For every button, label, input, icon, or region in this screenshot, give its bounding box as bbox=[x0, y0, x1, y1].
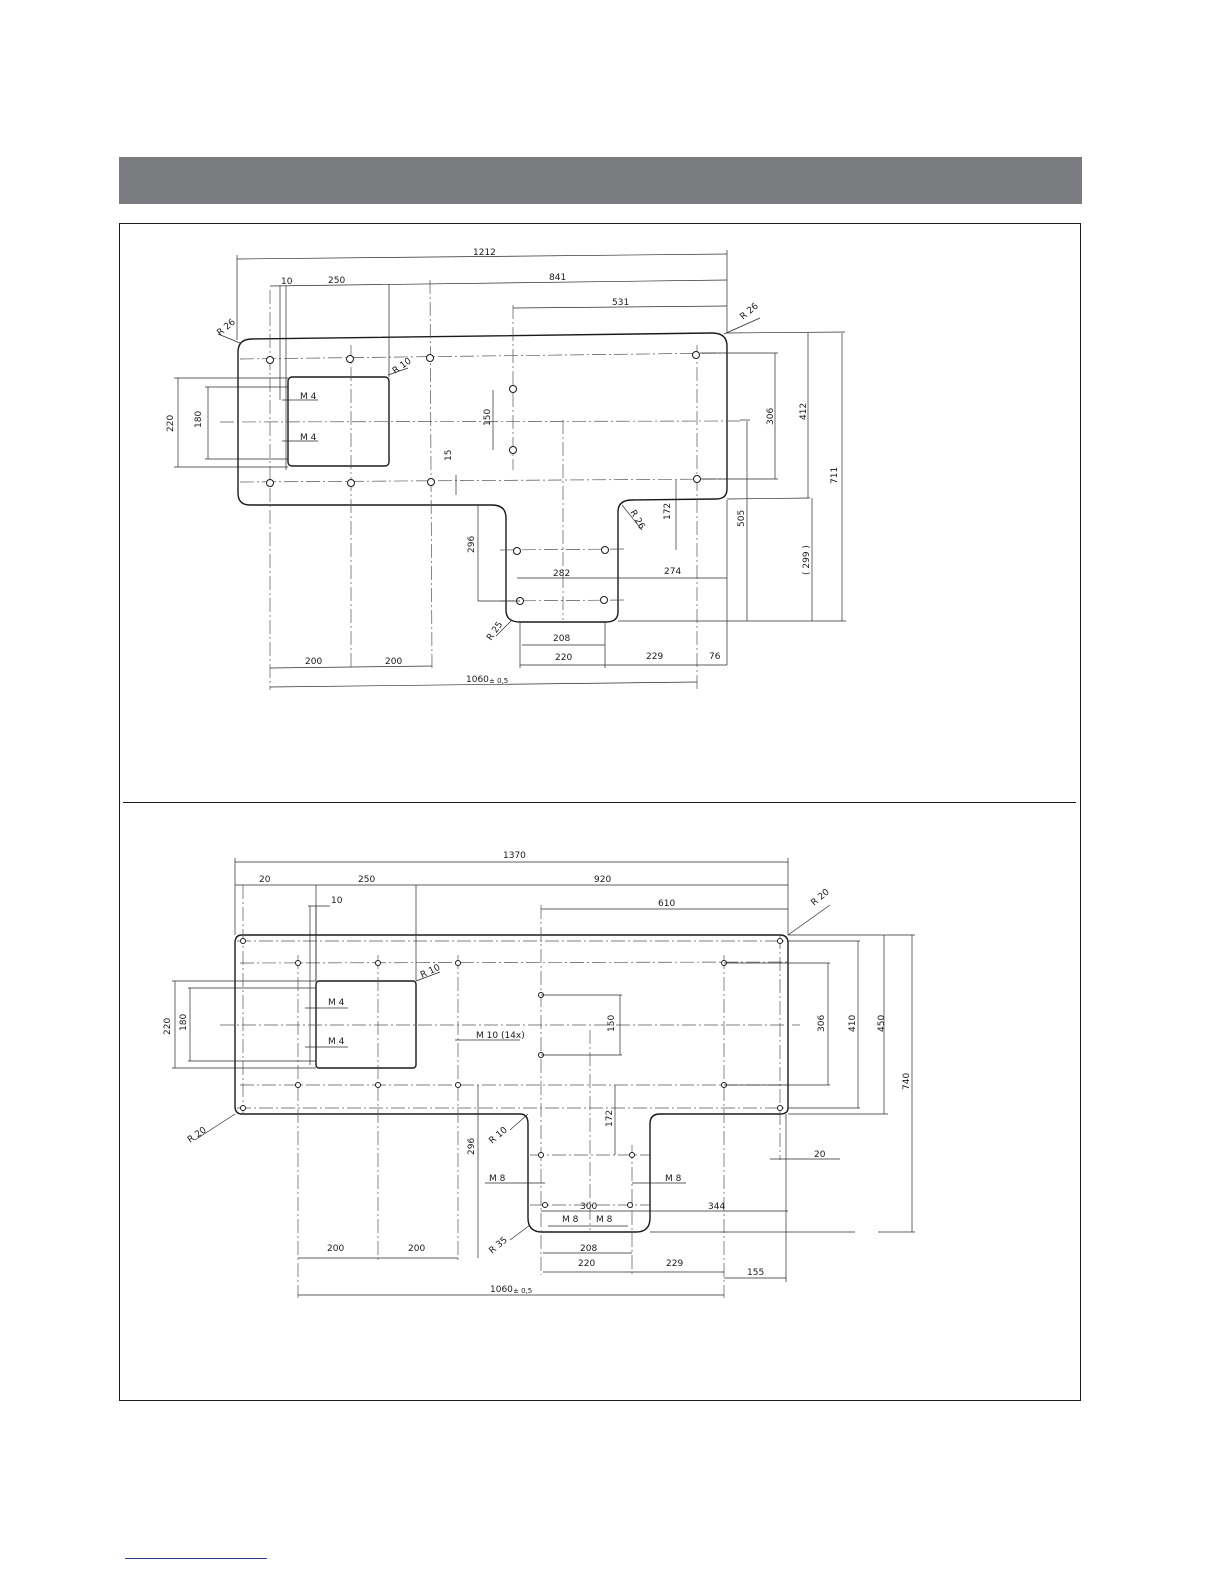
centerline bbox=[430, 280, 432, 668]
dim-296: 296 bbox=[467, 1137, 477, 1155]
dim-172: 172 bbox=[663, 502, 673, 520]
dim-m8-d: M 8 bbox=[596, 1215, 613, 1225]
mounting-hole bbox=[602, 547, 609, 554]
dim-m4-b: M 4 bbox=[300, 433, 317, 443]
dim-610: 610 bbox=[658, 899, 676, 909]
mounting-hole bbox=[347, 356, 354, 363]
dim-220-bottom: 220 bbox=[578, 1259, 596, 1269]
centerline bbox=[240, 479, 725, 482]
dim-208: 208 bbox=[553, 634, 571, 644]
dim-250: 250 bbox=[358, 875, 376, 885]
dim-841: 841 bbox=[549, 273, 567, 283]
dim-10: 10 bbox=[281, 277, 293, 287]
dim-r26-top-left: R 26 bbox=[215, 317, 238, 339]
dim-229: 229 bbox=[666, 1259, 684, 1269]
mounting-hole bbox=[456, 961, 461, 966]
dim-344: 344 bbox=[708, 1202, 726, 1212]
dim-r20-bottom-left: R 20 bbox=[185, 1125, 209, 1146]
dim-10: 10 bbox=[331, 896, 343, 906]
dim-296: 296 bbox=[467, 535, 477, 553]
mounting-hole bbox=[376, 1083, 381, 1088]
dim-20-b: 20 bbox=[814, 1150, 826, 1160]
dim-r35: R 35 bbox=[487, 1235, 510, 1257]
dim-282: 282 bbox=[553, 569, 571, 579]
dim-306: 306 bbox=[817, 1014, 827, 1032]
dim-m10: M 10 (14x) bbox=[476, 1031, 525, 1041]
dim-tolerance: ± 0,5 bbox=[513, 1287, 533, 1295]
dim-r10: R 10 bbox=[390, 356, 414, 377]
dim-208: 208 bbox=[580, 1244, 598, 1254]
dim-200-a: 200 bbox=[305, 657, 323, 667]
dim-20: 20 bbox=[259, 875, 271, 885]
dim-711: 711 bbox=[830, 466, 840, 484]
mounting-hole bbox=[778, 1106, 783, 1111]
dim-150: 150 bbox=[483, 408, 493, 426]
mounting-hole bbox=[510, 386, 517, 393]
dim-m4-a: M 4 bbox=[300, 392, 317, 402]
mounting-hole bbox=[778, 939, 783, 944]
dim-220: 220 bbox=[163, 1017, 173, 1035]
centerline bbox=[240, 353, 725, 359]
mounting-hole bbox=[543, 1203, 548, 1208]
drawing-top bbox=[166, 248, 846, 690]
mounting-hole bbox=[428, 479, 435, 486]
mounting-hole bbox=[628, 1203, 633, 1208]
mounting-hole bbox=[514, 548, 521, 555]
dim-150: 150 bbox=[607, 1014, 617, 1032]
dim-15: 15 bbox=[444, 449, 454, 461]
dim-306: 306 bbox=[766, 407, 776, 425]
dim-229: 229 bbox=[646, 652, 664, 662]
dim-180: 180 bbox=[179, 1013, 189, 1031]
dim-250: 250 bbox=[328, 276, 346, 286]
mounting-hole bbox=[539, 1153, 544, 1158]
mounting-hole bbox=[348, 480, 355, 487]
dim-220: 220 bbox=[166, 414, 176, 432]
dim-76: 76 bbox=[709, 652, 721, 662]
dim-1060: 1060 bbox=[490, 1285, 513, 1295]
dim-m8-a: M 8 bbox=[489, 1174, 506, 1184]
dim-172: 172 bbox=[605, 1109, 615, 1127]
dim-299: ( 299 ) bbox=[802, 545, 812, 575]
dim-200-b: 200 bbox=[385, 657, 403, 667]
cutout-2 bbox=[316, 981, 416, 1068]
mounting-hole bbox=[267, 480, 274, 487]
dimension-lines bbox=[172, 858, 915, 1295]
mounting-hole bbox=[296, 1083, 301, 1088]
dim-m4-a: M 4 bbox=[328, 998, 345, 1008]
mounting-hole bbox=[456, 1083, 461, 1088]
centerline bbox=[220, 421, 740, 422]
dim-180: 180 bbox=[194, 410, 204, 428]
mounting-hole bbox=[427, 355, 434, 362]
dim-920: 920 bbox=[594, 875, 612, 885]
centerline bbox=[240, 962, 790, 963]
dim-740: 740 bbox=[902, 1072, 912, 1090]
dim-r26-top-right: R 26 bbox=[738, 301, 761, 323]
mounting-hole bbox=[601, 597, 608, 604]
dim-450: 450 bbox=[877, 1014, 887, 1032]
dim-531: 531 bbox=[612, 298, 630, 308]
mounting-hole bbox=[376, 961, 381, 966]
mounting-hole bbox=[630, 1153, 635, 1158]
dim-r26-mid: R 26 bbox=[627, 508, 647, 532]
dim-m8-c: M 8 bbox=[562, 1215, 579, 1225]
table-top-outline-2 bbox=[235, 935, 788, 1232]
dim-tolerance: ± 0,5 bbox=[489, 677, 509, 685]
dim-200-a: 200 bbox=[327, 1244, 345, 1254]
dim-274: 274 bbox=[664, 567, 682, 577]
dim-220-bottom: 220 bbox=[555, 653, 573, 663]
mounting-hole bbox=[241, 939, 246, 944]
dim-m4-b: M 4 bbox=[328, 1037, 345, 1047]
mounting-hole bbox=[693, 352, 700, 359]
dim-r10: R 10 bbox=[419, 962, 442, 981]
mounting-hole bbox=[241, 1106, 246, 1111]
mounting-hole bbox=[694, 476, 701, 483]
dim-r10-b: R 10 bbox=[487, 1125, 510, 1147]
mounting-hole bbox=[296, 961, 301, 966]
dim-300: 300 bbox=[580, 1202, 598, 1212]
dim-r25: R 25 bbox=[485, 620, 506, 643]
mounting-hole bbox=[510, 447, 517, 454]
dim-155: 155 bbox=[747, 1268, 765, 1278]
dim-412: 412 bbox=[799, 402, 809, 420]
dim-1060: 1060 bbox=[466, 675, 489, 685]
dim-200-b: 200 bbox=[408, 1244, 426, 1254]
dim-r20-top-right: R 20 bbox=[809, 887, 832, 909]
dim-1370: 1370 bbox=[503, 851, 526, 861]
dim-1212: 1212 bbox=[473, 248, 496, 258]
mounting-hole bbox=[267, 357, 274, 364]
footer-link-underline bbox=[125, 1558, 267, 1559]
drawing-bottom bbox=[163, 851, 915, 1298]
dim-m8-b: M 8 bbox=[665, 1174, 682, 1184]
dim-505: 505 bbox=[737, 509, 747, 527]
dim-410: 410 bbox=[848, 1014, 858, 1032]
